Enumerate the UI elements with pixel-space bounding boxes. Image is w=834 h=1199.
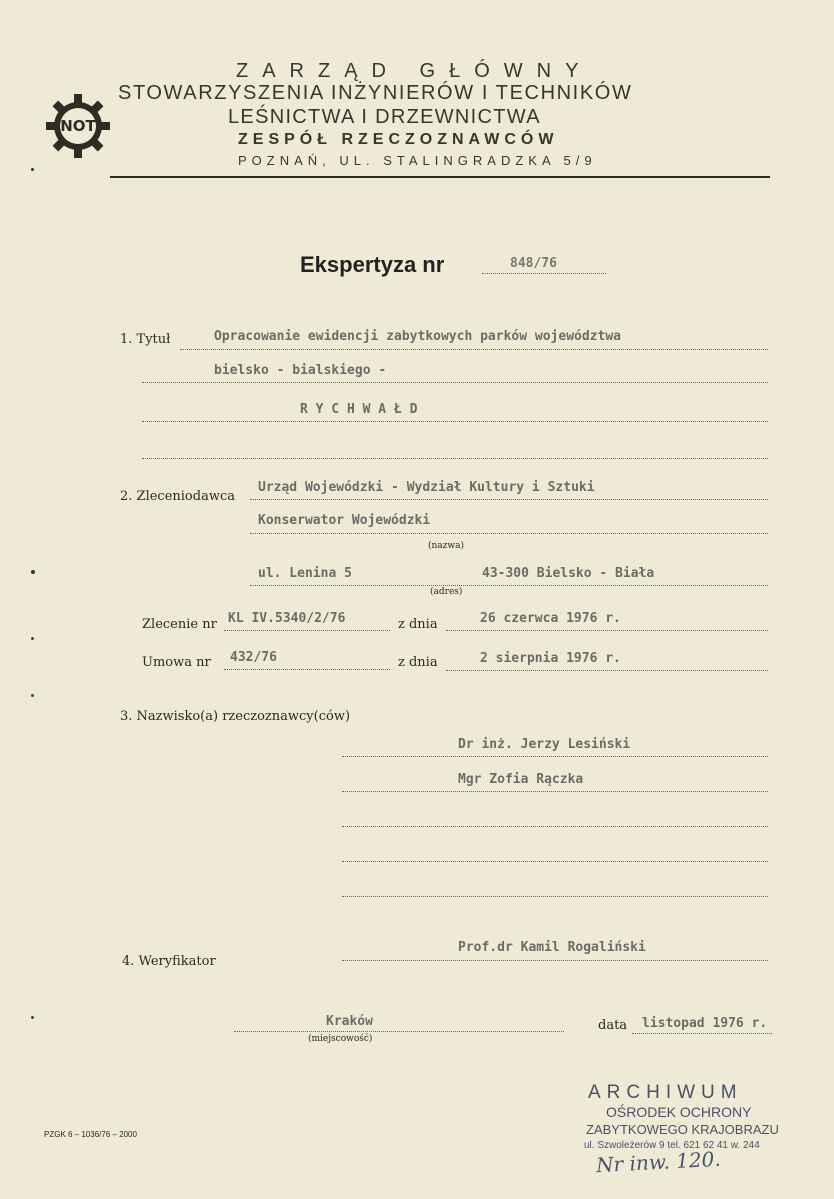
title-line-1: Opracowanie ewidencji zabytkowych parków województwa <box>214 329 621 344</box>
client-address-caption: (adres) <box>430 587 463 597</box>
header-line-4: ZESPÓŁ RZECZOZNAWCÓW <box>238 131 559 148</box>
contract-label: Umowa nr <box>142 655 211 670</box>
stamp-line-3: ZABYTKOWEGO KRAJOBRAZU <box>586 1122 779 1137</box>
client-dotline-2 <box>250 533 768 534</box>
contract-number: 432/76 <box>230 650 277 665</box>
margin-mark <box>31 694 34 697</box>
header-line-5: POZNAŃ, UL. STALINGRADZKA 5/9 <box>238 153 597 168</box>
expert-dotline-5 <box>342 896 768 897</box>
header-line-3: LEŚNICTWA I DRZEWNICTWA <box>228 106 541 128</box>
header-line-2: STOWARZYSZENIA INŻYNIERÓW I TECHNIKÓW <box>118 82 633 104</box>
contract-number-line <box>224 669 390 670</box>
order-date-line <box>446 630 768 631</box>
margin-mark <box>31 168 34 171</box>
title-line-3: R Y C H W A Ł D <box>300 402 418 417</box>
place: Kraków <box>326 1014 373 1029</box>
order-date: 26 czerwca 1976 r. <box>480 611 621 626</box>
inventory-number-handwritten: Nr inw. 120. <box>595 1146 722 1178</box>
place-dotline <box>234 1031 564 1032</box>
issue-date: listopad 1976 r. <box>642 1016 768 1031</box>
title-dotline-1 <box>180 349 768 350</box>
expert-dotline-1 <box>342 756 768 757</box>
document-number: 848/76 <box>510 256 557 271</box>
client-dotline-3 <box>250 585 768 586</box>
contract-date-label: z dnia <box>398 655 438 670</box>
date-label: data <box>598 1018 628 1033</box>
section-experts-label: 3. Nazwisko(a) rzeczoznawcy(ców) <box>120 709 351 724</box>
contract-date-line <box>446 670 768 671</box>
stamp-line-1: ARCHIWUM <box>588 1082 743 1103</box>
contract-date: 2 sierpnia 1976 r. <box>480 651 621 666</box>
section-client-label: 2. Zleceniodawca <box>120 489 235 504</box>
order-number-line <box>224 630 390 631</box>
margin-mark <box>31 570 35 574</box>
client-city: 43-300 Bielsko - Biała <box>482 566 655 581</box>
logo-text: NOT <box>60 117 96 135</box>
date-dotline <box>632 1033 772 1034</box>
order-label: Zlecenie nr <box>142 617 217 632</box>
expert-dotline-4 <box>342 861 768 862</box>
order-date-label: z dnia <box>398 617 438 632</box>
margin-mark <box>31 1016 34 1019</box>
expert-dotline-2 <box>342 791 768 792</box>
stamp-line-4: ul. Szwoleżerów 9 tel. 621 62 41 w. 244 <box>584 1140 760 1151</box>
title-number-line <box>482 273 606 274</box>
document-title: Ekspertyza nr <box>300 252 445 277</box>
client-line-1: Urząd Wojewódzki - Wydział Kultury i Sztuki <box>258 480 595 495</box>
client-dotline-1 <box>250 499 768 500</box>
client-name-caption: (nazwa) <box>428 541 464 551</box>
client-line-2: Konserwator Wojewódzki <box>258 513 431 528</box>
section-verifier-label: 4. Weryfikator <box>122 954 216 969</box>
place-caption: (miejscowość) <box>308 1034 373 1044</box>
title-dotline-3 <box>142 421 768 422</box>
client-street: ul. Lenina 5 <box>258 566 352 581</box>
stamp-line-2: OŚRODEK OCHRONY <box>606 1104 752 1120</box>
order-number: KL IV.5340/2/76 <box>228 611 346 626</box>
verifier-dotline <box>342 960 768 961</box>
not-logo-icon <box>44 92 112 160</box>
header-divider <box>110 176 770 178</box>
expert-2: Mgr Zofia Rączka <box>458 772 584 787</box>
title-dotline-4 <box>142 458 768 459</box>
header-line-1: ZARZĄD GŁÓWNY <box>236 60 593 82</box>
section-title-label: 1. Tytuł <box>120 332 171 347</box>
expert-1: Dr inż. Jerzy Lesiński <box>458 737 631 752</box>
verifier-name: Prof.dr Kamil Rogaliński <box>458 940 646 955</box>
print-code: PZGK 6 – 1036/76 – 2000 <box>44 1130 137 1139</box>
title-line-2: bielsko - bialskiego - <box>214 363 387 378</box>
margin-mark <box>31 637 34 640</box>
expert-dotline-3 <box>342 826 768 827</box>
title-dotline-2 <box>142 382 768 383</box>
